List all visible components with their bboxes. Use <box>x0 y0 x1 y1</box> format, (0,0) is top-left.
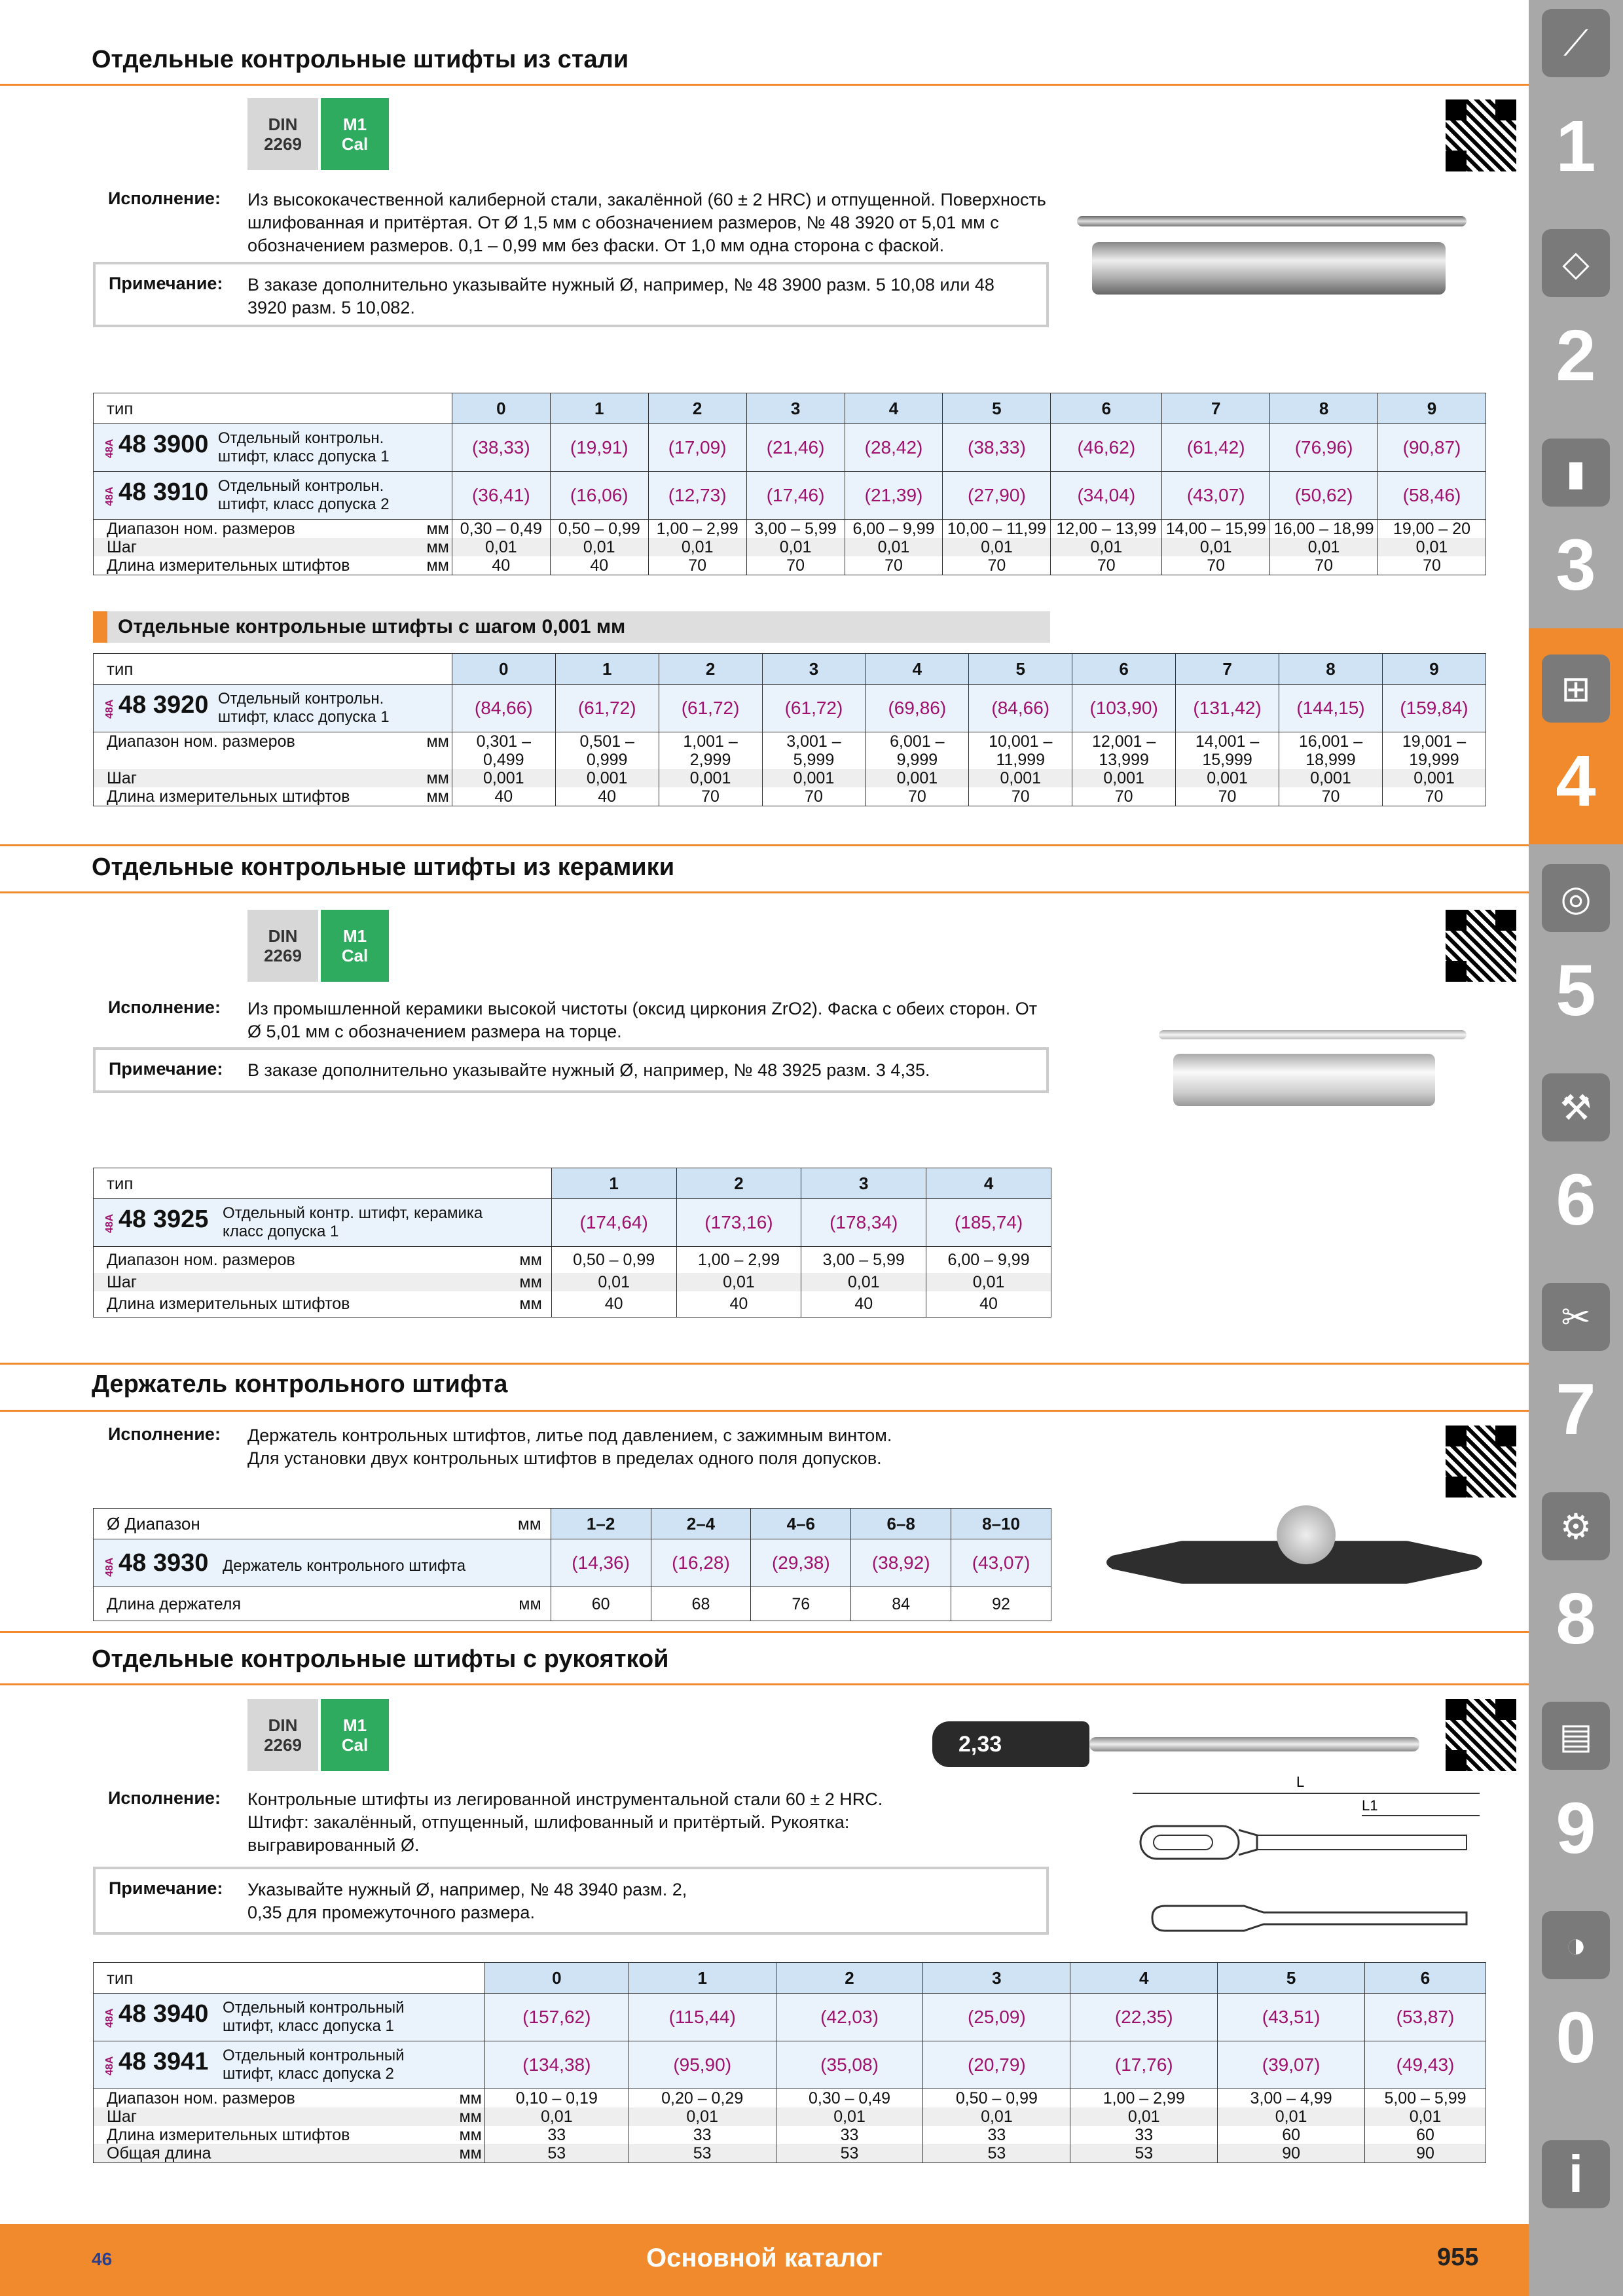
section-divider <box>0 1410 1529 1412</box>
handle-pin-shaft-image <box>1089 1737 1419 1751</box>
note-box: Примечание: В заказе дополнительно указывайте нужный Ø, например, № 48 3900 разм. 5 10,08 или 48 3920 разм. 5 10,082. <box>93 262 1049 327</box>
section-divider <box>0 84 1529 86</box>
footer-title: Основной каталог <box>646 2244 883 2272</box>
qr-code-icon[interactable] <box>1446 99 1516 171</box>
chapter-2[interactable]: 2 <box>1556 315 1596 396</box>
page-number-right: 955 <box>1437 2244 1479 2271</box>
dim-L1: L1 <box>1362 1797 1378 1814</box>
caliper-icon[interactable]: ⊞ <box>1542 655 1610 723</box>
ceramic-pin-thick-image <box>1173 1054 1435 1106</box>
table-row: 48A 48 3900 Отдельный контрольн. штифт, класс допуска 1 (38,33) (19,91) (17,09) (21,46) (28,42) (38,33) (46,62) (61,42) (76,96) (90,87) <box>94 424 1486 472</box>
section-title-holder: Держатель контрольного штифта <box>92 1371 508 1398</box>
screwdriver-wrench-icon[interactable]: ⚒ <box>1542 1073 1610 1141</box>
design-text: Держатель контрольных штифтов, литье под давлением, с зажимным винтом. Для установки двух контрольных штифтов в пределах одного поля допусков. <box>247 1426 892 1468</box>
info-icon[interactable]: i <box>1542 2140 1610 2208</box>
din-badge: DIN 2269 M1 Cal <box>247 1699 389 1771</box>
note-text: Указывайте нужный Ø, например, № 48 3940 разм. 2, 0,35 для промежуточного размера. <box>247 1880 687 1922</box>
grinding-disc-icon[interactable]: ◎ <box>1542 864 1610 932</box>
design-text: Контрольные штифты из легированной инструментальной стали 60 ± 2 HRC. Штифт: закалённый, отпущенный, шлифованный и притёртый. Рукоятка: выгравированный Ø. <box>247 1789 883 1855</box>
ceramic-pin-thin-image <box>1159 1030 1467 1039</box>
chapter-0[interactable]: 0 <box>1556 1998 1596 2078</box>
chapter-4[interactable]: 4 <box>1556 741 1596 821</box>
section-divider <box>0 1363 1529 1365</box>
subheading-step-0001: Отдельные контрольные штифты с шагом 0,001 мм <box>93 611 1050 643</box>
section-divider <box>0 891 1529 893</box>
table-steel-pins: тип 0 1 2 3 4 5 6 7 8 9 48A 48 3900 Отдельный контрольн. штифт, класс допуска 1 (38,33) (19,91) (17,09) (21,46) (28,42) (38,33) (46,62) (61,42) (76,96) (90,87) 48A 48 3910 Отдельный контрольн. штифт, класс допуска 2 (36,41) (16,06) (12,73) (17,46) (21,39) (27,90) (34,04) (43,07) (50,62) (58,46) Диапазон ном. размеров мм 0,30 – 0,49 0,50 – 0,99 1,00 – 2,99 3,00 – 5,99 6,00 – 9,99 10,00 – 11,99 12,00 – 13,99 14,00 – 15,99 16,00 – 18,99 19,00 – 20 Шаг мм 0,01 0,01 0,01 0,01 0,01 0,01 0,01 0,01 0,01 0,01 Длина измерительных штифтов мм 40 40 70 70 70 70 70 70 70 70 <box>93 393 1486 575</box>
insert-icon[interactable]: ◇ <box>1542 229 1610 297</box>
chapter-1[interactable]: 1 <box>1556 106 1596 187</box>
chapter-5[interactable]: 5 <box>1556 950 1596 1031</box>
chapter-8[interactable]: 8 <box>1556 1579 1596 1659</box>
design-label: Исполнение: <box>108 188 221 208</box>
note-text: В заказе дополнительно указывайте нужный Ø, например, № 48 3900 разм. 5 10,08 или 48 3920 разм. 5 10,082. <box>247 275 994 317</box>
design-label: Исполнение: <box>108 1788 221 1808</box>
footer-bar <box>0 2224 1529 2296</box>
technical-drawing <box>1126 1767 1493 1950</box>
section-divider <box>0 844 1529 846</box>
steel-pin-thin-image <box>1077 216 1467 226</box>
section-divider <box>0 1683 1529 1685</box>
section-divider <box>0 1631 1529 1633</box>
chuck-icon[interactable]: ▮ <box>1542 439 1610 507</box>
pliers-icon[interactable]: ✂ <box>1542 1283 1610 1351</box>
section-title-steel: Отдельные контрольные штифты из стали <box>92 46 629 73</box>
table-holder: Ø Диапазон мм 1–2 2–4 4–6 6–8 8–10 48A 48 3930 Держатель контрольного штифта (14,36) (16,28) (29,38) (38,92) (43,07) Длина держателя мм 60 68 76 84 92 <box>93 1508 1051 1621</box>
design-label: Исполнение: <box>108 1424 221 1444</box>
table-ceramic-pins: тип 1 2 3 4 48A 48 3925 Отдельный контр. штифт, керамика класс допуска 1 (174,64) (173,16) (178,34) (185,74) Диапазон ном. размеров мм 0,50 – 0,99 1,00 – 2,99 3,00 – 5,99 6,00 – 9,99 Шаг мм 0,01 0,01 0,01 0,01 Длина измерительных штифтов мм 40 40 40 40 <box>93 1168 1051 1318</box>
table-row: 48A 48 3925 Отдельный контр. штифт, керамика класс допуска 1 (174,64) (173,16) (178,34) (185,74) <box>94 1199 1051 1247</box>
qr-code-icon[interactable] <box>1446 910 1516 982</box>
table-handle-pins: тип 0 1 2 3 4 5 6 48A 48 3940 Отдельный контрольный штифт, класс допуска 1 (157,62) (115,44) (42,03) (25,09) (22,35) (43,51) (53,87) 48A 48 3941 Отдельный контрольный штифт, класс допуска 2 (134,38) (95,90) (35,08) (20,79) (17,76) (39,07) (49,43) Диапазон ном. размеров мм 0,10 – 0,19 0,20 – 0,29 0,30 – 0,49 0,50 – 0,99 1,00 – 2,99 3,00 – 4,99 5,00 – 5,99 Шаг мм 0,01 0,01 0,01 0,01 0,01 0,01 0,01 Длина измерительных штифтов мм 33 33 33 33 33 60 60 Общая длина мм 53 53 53 53 53 90 90 <box>93 1962 1486 2163</box>
chapter-7[interactable]: 7 <box>1556 1369 1596 1450</box>
page-number-left: 46 <box>92 2249 113 2269</box>
qr-code-icon[interactable] <box>1446 1699 1516 1771</box>
note-box: Примечание: Указывайте нужный Ø, например, № 48 3940 разм. 2, 0,35 для промежуточного размера. <box>93 1867 1049 1935</box>
table-row: 48A 48 3940 Отдельный контрольный штифт, класс допуска 1 (157,62) (115,44) (42,03) (25,09) (22,35) (43,51) (53,87) <box>94 1994 1486 2041</box>
table-row: 48A 48 3910 Отдельный контрольн. штифт, класс допуска 2 (36,41) (16,06) (12,73) (17,46) (21,39) (27,90) (34,04) (43,07) (50,62) (58,46) <box>94 472 1486 520</box>
workshop-tools-icon[interactable]: ⚙ <box>1542 1492 1610 1560</box>
clamp-screw-image <box>1277 1505 1336 1564</box>
table-row: 48A 48 3930 Держатель контрольного штифта (14,36) (16,28) (29,38) (38,92) (43,07) <box>94 1539 1051 1587</box>
chapter-3[interactable]: 3 <box>1556 525 1596 605</box>
steel-pin-thick-image <box>1092 242 1446 295</box>
safety-glasses-icon[interactable]: ◑ <box>1542 1911 1610 1979</box>
tool-cabinet-icon[interactable]: ▤ <box>1542 1702 1610 1770</box>
drill-icon[interactable]: ⟋ <box>1542 9 1610 77</box>
section-title-handle: Отдельные контрольные штифты с рукояткой <box>92 1645 669 1673</box>
din-badge: DIN 2269 M1 Cal <box>247 98 389 170</box>
design-text: Из промышленной керамики высокой чистоты (оксид циркония ZrO2). Фаска с обеих сторон. От Ø 5,01 мм с обозначением размера на торце. <box>247 999 1038 1041</box>
table-row: 48A 48 3941 Отдельный контрольный штифт, класс допуска 2 (134,38) (95,90) (35,08) (20,79) (17,76) (39,07) (49,43) <box>94 2041 1486 2089</box>
note-box: Примечание: В заказе дополнительно указывайте нужный Ø, например, № 48 3925 разм. 3 4,35. <box>93 1047 1049 1093</box>
table-row: 48A 48 3920 Отдельный контрольн. штифт, класс допуска 1 (84,66) (61,72) (61,72) (61,72) (69,86) (84,66) (103,90) (131,42) (144,15) (159,84) <box>94 685 1486 732</box>
qr-code-icon[interactable] <box>1446 1426 1516 1498</box>
table-steel-pins-0001: тип 0 1 2 3 4 5 6 7 8 9 48A 48 3920 Отдельный контрольн. штифт, класс допуска 1 (84,66) (61,72) (61,72) (61,72) (69,86) (84,66) (103,90) (131,42) (144,15) (159,84) Диапазон ном. размеров мм 0,301 – 0,501 – 1,001 – 3,001 – 6,001 – 10,001 – 12,001 – 14,001 – 16,001 – 19,001 – 0,499 0,999 2,999 5,999 9,999 11,999 13,999 15,999 18,999 19,999 Шаг мм 0,001 0,001 0,001 0,001 0,001 0,001 0,001 0,001 0,001 0,001 Длина измерительных штифтов мм 40 40 70 70 70 70 70 70 70 70 <box>93 653 1486 806</box>
note-text: В заказе дополнительно указывайте нужный Ø, например, № 48 3925 разм. 3 4,35. <box>247 1060 930 1080</box>
section-title-ceramic: Отдельные контрольные штифты из керамики <box>92 853 675 881</box>
price-cell[interactable]: (38,33) <box>452 424 550 472</box>
handle-image: 2,33 <box>932 1721 1089 1767</box>
design-text: Из высококачественной калиберной стали, закалённой (60 ± 2 HRC) и отпущенной. Поверхность шлифованная и притёртая. От Ø 1,5 мм с обозначением размеров, № 48 3920 от 5,01 мм с обозначением размеров. 0,1 – 0,99 мм без фаски. От 1,0 мм одна сторона с фаской. <box>247 190 1046 255</box>
chapter-6[interactable]: 6 <box>1556 1160 1596 1240</box>
dim-L: L <box>1296 1774 1305 1790</box>
din-badge: DIN 2269 M1 Cal <box>247 910 389 982</box>
chapter-9[interactable]: 9 <box>1556 1788 1596 1869</box>
design-label: Исполнение: <box>108 997 221 1017</box>
